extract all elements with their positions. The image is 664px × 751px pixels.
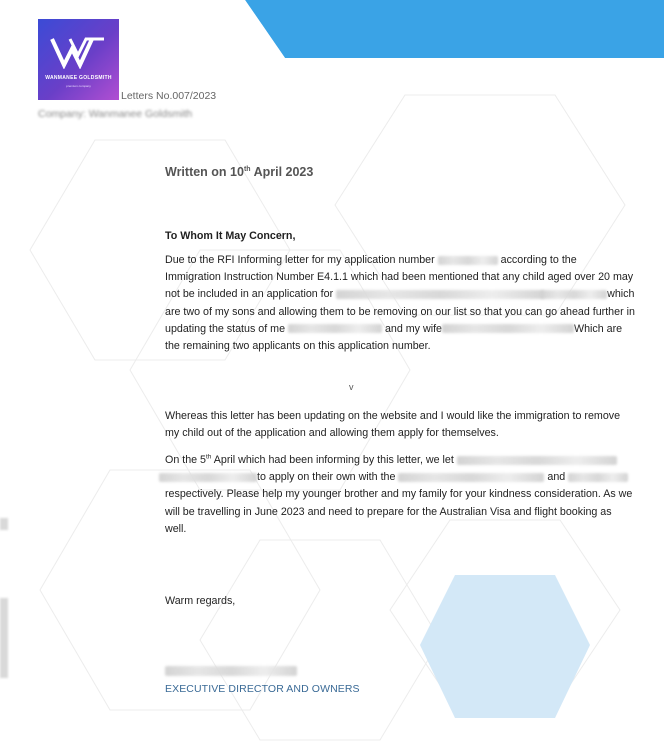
logo-company-name: WANMANEE GOLDSMITH [45, 75, 112, 81]
p3-text-2: April which had been informing by this letter, we let [211, 454, 457, 466]
signature-role: EXECUTIVE DIRECTOR AND OWNERS [165, 683, 360, 695]
p3-ordinal: th [206, 453, 212, 461]
redacted-wife-name [442, 324, 574, 333]
scan-edge-mark [0, 598, 8, 678]
paragraph-rfi [165, 252, 635, 355]
p3-text-5: respectively. Please help my younger brother and my family for your kindness consideration. As we will be travelling in June 2023 and need to prepare for the Australian Visa and flight booking as well. [165, 488, 633, 535]
corner-blue-band [245, 0, 664, 58]
letter-date-title [165, 165, 313, 179]
logo-w-mark-icon [50, 35, 107, 69]
letter-number: Letters No.007/2023 [121, 90, 217, 102]
redacted-visa-type-2 [568, 473, 628, 482]
company-line: Company: Wanmanee Goldsmith [38, 108, 193, 120]
small-mark: v [349, 382, 354, 392]
redacted-visa-type [398, 473, 544, 482]
p1-text-5: Which are the remaining two applicants on this application number. [165, 322, 623, 353]
redacted-son-names [336, 290, 544, 299]
redacted-applicant-name [288, 324, 382, 333]
p1-text-2: according to the Immigration Instruction Number E4.1.1 which had been mentioned that any child aged over 20 may not be included in an application for [165, 254, 634, 301]
closing: Warm regards, [165, 595, 236, 607]
logo-tagline: premium company [66, 84, 91, 88]
scan-edge-mark [0, 518, 8, 530]
p3-text-4: and [544, 471, 569, 484]
p1-text-4: and my wife [382, 322, 442, 335]
redacted-application-number [438, 256, 498, 265]
title-prefix: Written on 10 [165, 165, 244, 179]
redacted-children-names [457, 456, 617, 465]
title-suffix: April 2023 [250, 165, 314, 179]
greeting: To Whom It May Concern, [165, 230, 296, 242]
p3-text-3: to apply on their own with the [257, 471, 399, 484]
redacted-son-names-cont [541, 290, 607, 299]
p1-text-1: Due to the RFI Informing letter for my application number [165, 254, 438, 266]
p1-text-3: which are two of my sons and allowing them to be removing on our list so that you can go ahead further in updating the status of me [165, 288, 635, 335]
company-logo [38, 19, 119, 100]
title-ordinal: th [243, 165, 251, 173]
paragraph-request [165, 452, 635, 538]
paragraph-update: Whereas this letter has been updating on the website and I would like the immigration to remove my child out of the application and allowing them apply for themselves. [165, 410, 621, 440]
p3-text-1: On the 5 [165, 454, 206, 466]
redacted-children-names-cont [159, 473, 257, 482]
redacted-signature-name [165, 666, 297, 676]
